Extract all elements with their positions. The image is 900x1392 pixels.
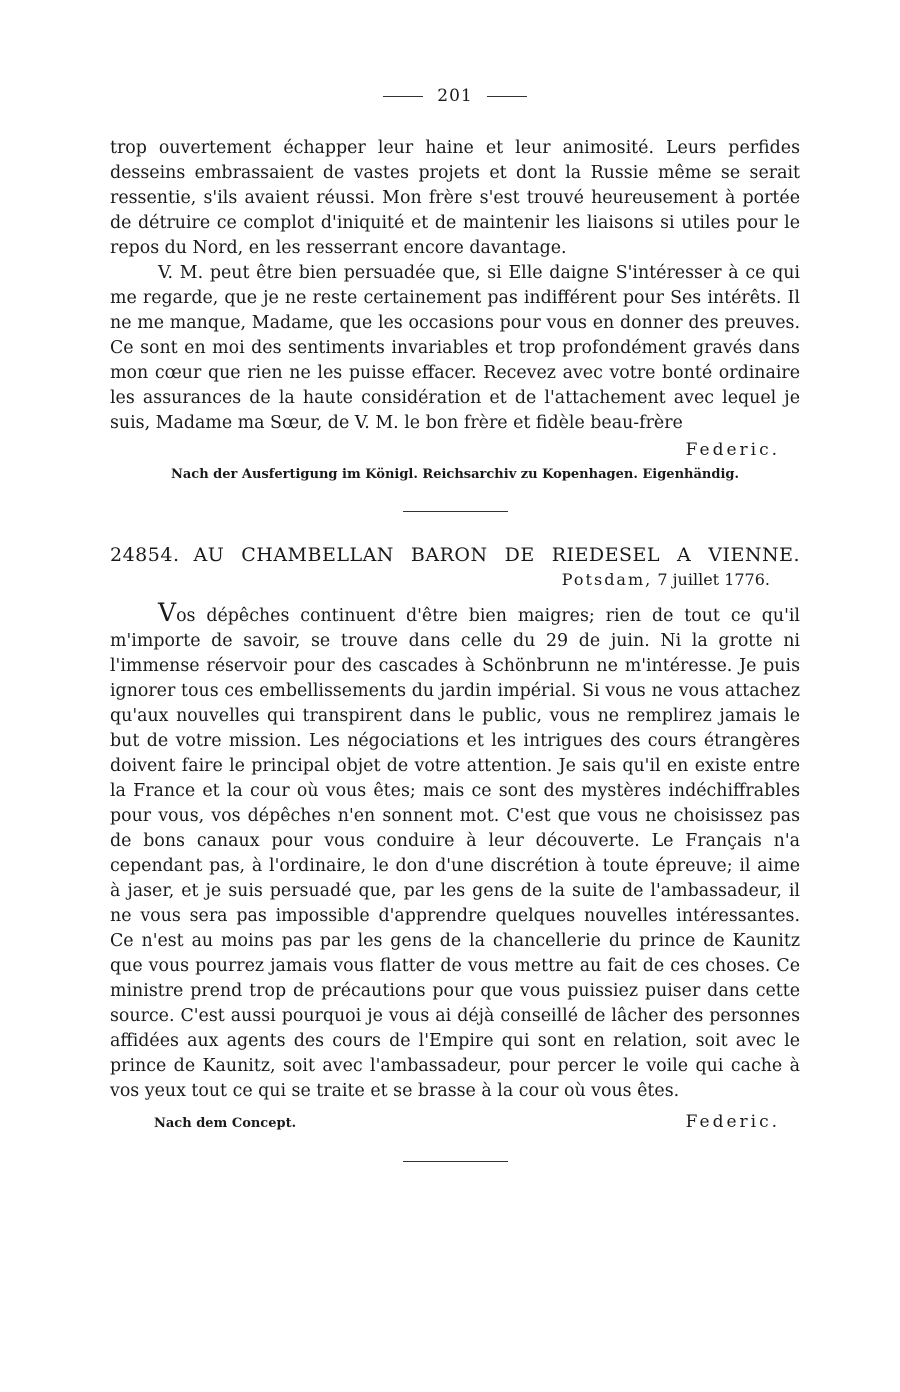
section-divider bbox=[403, 511, 508, 512]
letter-number: 24854. bbox=[110, 544, 180, 566]
signature: Federic. bbox=[685, 440, 780, 460]
letter-date: 7 juillet 1776. bbox=[657, 570, 770, 589]
letter-title: AU CHAMBELLAN BARON DE RIEDESEL A VIENNE. bbox=[193, 544, 800, 566]
paragraph-text: os dépêches continuent d'être bien maigres; rien de tout ce qu'il m'importe de savoir, se trouve dans celle du 29 de juin. Ni la grotte ni l'immense réservoir pour des cascades à Schönbrunn ne m'intéresse. Je puis ignorer tous ces embellissements du jardin impérial. Si vous ne vous attachez qu'aux nouvelles qui transpirent dans le public, vous ne remplirez jamais le but de votre mission. Les négociations et les intrigues des cours étrangères doivent faire le principal objet de votre attention. Je sais qu'il en existe entre la France et la cour où vous êtes; mais ce sont des mystères indéchiffrables pour vous, vos dépêches n'en sonnent mot. C'est que vous ne choisissez pas de bons canaux pour vous conduire à leur découverte. Le Français n'a cependant pas, à l'ordinaire, le don d'une discrétion à toute épreuve; il aime à jaser, et je suis persuadé que, par les gens de la suite de l'ambassadeur, il ne vous sera pas impossible d'apprendre quelques nouvelles intéressantes. Ce n'est au moins pas par les gens de la chancellerie du prince de Kaunitz que vous pourrez jamais vous flatter de vous mettre au fait de ces choses. Ce ministre prend trop de précautions pour que vous puissiez puiser dans cette source. C'est aussi pourquoi je vous ai déjà conseillé de lâcher des personnes affidées aux agents des cours de l'Empire qui sont en relation, soit avec le prince de Kaunitz, soit avec l'ambassadeur, pour percer le voile qui cache à vos yeux tout ce qui se traite et se brasse à la cour où vous êtes. bbox=[110, 606, 800, 1101]
header-rule-right bbox=[487, 96, 527, 97]
paragraph: V. M. peut être bien persuadée que, si Elle daigne S'intéresser à ce qui me regarde, que je ne reste certainement pas indifférent pour Ses intérêts. Il ne me manque, Madame, que les occasions pour vous en donner des preuves. Ce sont en moi des sentiments invariables et trop profondément gravés dans mon cœur que rien ne les puisse effacer. Recevez avec votre bonté ordinaire les assurances de la haute considération et de l'attachement avec lequel je suis, Madame ma Sœur, de V. M. le bon frère et fidèle beau-frère bbox=[110, 263, 800, 433]
letter-place: Potsdam, bbox=[561, 570, 653, 589]
place-date bbox=[110, 568, 800, 592]
section-divider bbox=[403, 1161, 508, 1162]
paragraph: trop ouvertement échapper leur haine et leur animosité. Leurs perfides desseins embrassaient de vastes projets et dont la Russie même se serait ressentie, s'ils avaient réussi. Mon frère s'est trouvé heureusement à portée de détruire ce complot d'iniquité et de maintenir les liaisons si utiles pour le repos du Nord, en les resserrant encore davantage. bbox=[110, 138, 800, 258]
signature: Federic. bbox=[685, 1112, 780, 1132]
letter-body bbox=[110, 600, 800, 1104]
paragraph bbox=[110, 600, 800, 1104]
document-page bbox=[110, 86, 800, 1162]
concept-note: Nach dem Concept. bbox=[154, 1116, 297, 1131]
page-header bbox=[110, 86, 800, 106]
letter-footer bbox=[110, 1110, 800, 1135]
header-rule-left bbox=[383, 96, 423, 97]
letter-heading bbox=[110, 542, 800, 568]
page-number: 201 bbox=[437, 86, 473, 106]
initial-letter: V bbox=[158, 598, 177, 627]
continuation-letter bbox=[110, 136, 800, 436]
source-note: Nach der Ausfertigung im Königl. Reichsarchiv zu Kopenhagen. Eigenhändig. bbox=[170, 467, 739, 482]
